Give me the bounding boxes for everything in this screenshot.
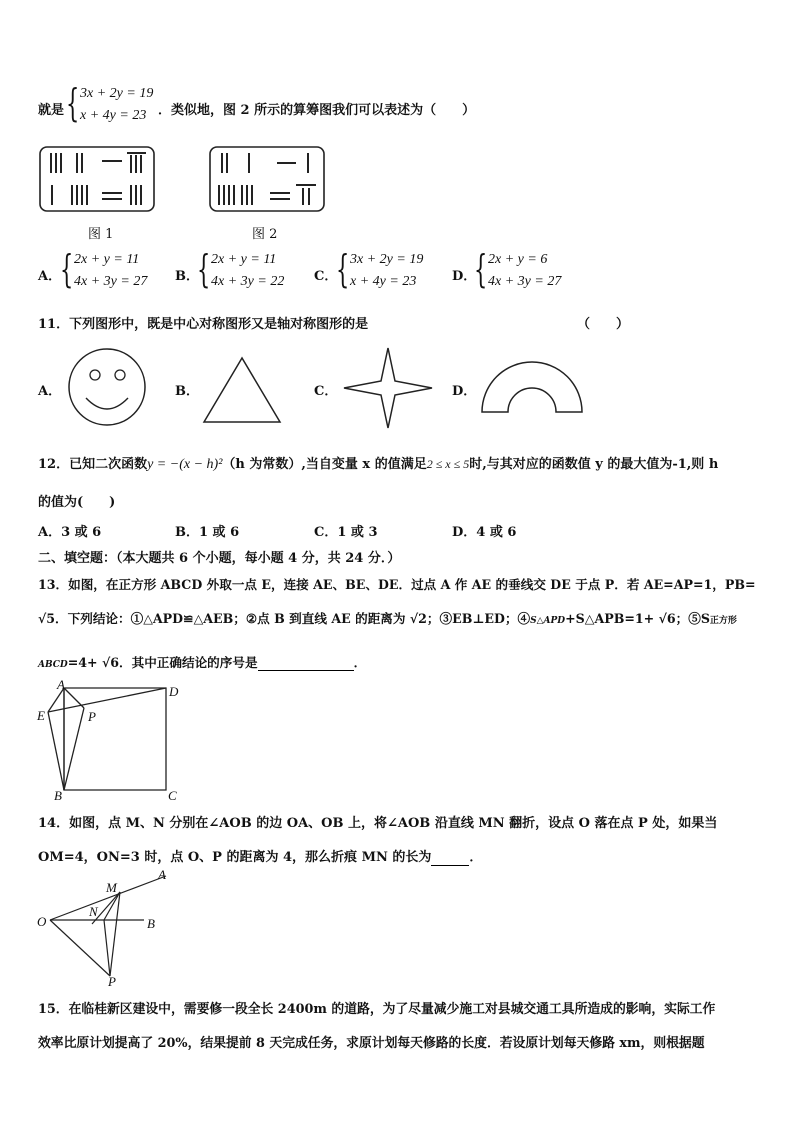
figure-2 xyxy=(204,143,330,241)
q12-option-c: C．1 或 3 xyxy=(314,525,378,540)
q11-text: 11．下列图形中，既是中心对称图形又是轴对称图形的是 xyxy=(38,317,369,332)
q13-abcd-sub: ABCD xyxy=(38,660,68,670)
label-e: E xyxy=(37,708,45,723)
q13-line2 xyxy=(38,608,737,627)
triangle-icon xyxy=(200,354,284,426)
q10-option-c-label: C． xyxy=(314,269,338,284)
q13-square-figure xyxy=(34,678,184,804)
q10-c-eq2: x + 4y = 23 xyxy=(350,274,417,289)
q12-line2: 的值为( ) xyxy=(38,495,116,510)
label-n: N xyxy=(89,904,98,919)
q13-s-apd: S△APD xyxy=(530,616,566,626)
label-b14: B xyxy=(147,916,155,931)
q13-line3-text: =4+ √6．其中正确结论的序号是 xyxy=(67,655,258,670)
q13-line1: 13．如图，在正方形 ABCD 外取一点 E，连接 AE、BE、DE．过点 A 作 AE 的垂线交 DE 于点 P．若 AE=AP=1，PB= xyxy=(38,577,756,592)
q11-option-d-label: D． xyxy=(452,384,477,399)
q12-function: y = −(x − h)² xyxy=(147,457,223,472)
q13-s-apb: +S△APB=1+ √6；⑤S xyxy=(565,611,710,626)
q10-option-b-label: B． xyxy=(175,269,199,284)
figure-2-caption: 图 2 xyxy=(252,227,278,242)
q14-answer-blank[interactable] xyxy=(431,850,469,866)
q12-line1 xyxy=(38,453,718,473)
q10-eq1: 3x + 2y = 19 xyxy=(80,86,154,101)
q13-line3-end: ． xyxy=(353,655,367,670)
label-a14: A xyxy=(158,867,166,882)
q14-line2 xyxy=(38,846,482,866)
q10-b-eq2: 4x + 3y = 22 xyxy=(211,274,285,289)
q10-d-eq2: 4x + 3y = 27 xyxy=(488,274,562,289)
label-p14: P xyxy=(108,974,116,988)
q10-option-d-label: D． xyxy=(452,269,477,284)
q12-option-d: D．4 或 6 xyxy=(452,525,517,540)
q10-a-eq1: 2x + y = 11 xyxy=(74,252,140,267)
q12-text-b: （h 为常数）,当自变量 x 的值满足 xyxy=(222,457,427,472)
label-c: C xyxy=(168,788,177,803)
q14-angle-figure xyxy=(34,866,174,988)
q10-b-eq1: 2x + y = 11 xyxy=(211,252,277,267)
q12-text-a: 12．已知二次函数 xyxy=(38,457,148,472)
figure-1 xyxy=(34,143,160,241)
q13-answer-blank[interactable] xyxy=(258,655,354,671)
q14-line1: 14．如图，点 M、N 分别在∠AOB 的边 OA、OB 上，将∠AOB 沿直线 MN 翻折，设点 O 落在点 P 处，如果当 xyxy=(38,816,718,831)
q12-option-b: B．1 或 6 xyxy=(175,525,240,540)
q14-line2-end: ． xyxy=(469,850,483,865)
q10-eq2: x + 4y = 23 xyxy=(80,108,147,123)
q11-paren: （ ） xyxy=(577,317,630,332)
q14-line2-text: OM=4，ON=3 时，点 O、P 的距离为 4，那么折痕 MN 的长为 xyxy=(38,850,432,865)
q12-option-a: A．3 或 6 xyxy=(38,525,102,540)
q10-c-eq1: 3x + 2y = 19 xyxy=(350,252,424,267)
label-m: M xyxy=(106,880,117,895)
q13-line3 xyxy=(38,652,366,671)
q12-text-c: 时,与其对应的函数值 y 的最大值为-1,则 h xyxy=(469,457,719,472)
q10-a-eq2: 4x + 3y = 27 xyxy=(74,274,148,289)
q13-square-sub: 正方形 xyxy=(709,616,737,626)
four-point-star-icon xyxy=(340,346,436,430)
q15-line1: 15．在临桂新区建设中，需要修一段全长 2400m 的道路，为了尽量减少施工对县城交通工具所造成的影响，实际工作 xyxy=(38,1002,716,1017)
q10-text: ．类似地，图 2 所示的算筹图我们可以表述为（ ） xyxy=(158,103,476,118)
q11-option-a-label: A． xyxy=(38,384,62,399)
label-a: A xyxy=(57,678,65,692)
figure-1-caption: 图 1 xyxy=(88,227,114,242)
label-o: O xyxy=(37,914,47,929)
q15-line2: 效率比原计划提高了 20%，结果提前 8 天完成任务，求原计划每天修路的长度．若设原计划每天修路 xm，则根据题 xyxy=(38,1036,705,1051)
q13-line2-text: √5．下列结论：①△APD≌△AEB；②点 B 到直线 AE 的距离为 √2；③EB⊥ED；④ xyxy=(38,611,531,626)
smiley-face-icon xyxy=(64,346,154,428)
q10-option-a-label: A． xyxy=(38,269,62,284)
q10-lead: 就是 xyxy=(38,103,65,118)
q11-option-b-label: B． xyxy=(175,384,199,399)
q12-range: 2 ≤ x ≤ 5 xyxy=(426,457,470,471)
q10-d-eq1: 2x + y = 6 xyxy=(488,252,548,267)
label-p: P xyxy=(88,709,96,724)
label-b: B xyxy=(54,788,62,803)
section-heading: 二、填空题：（本大题共 6 个小题，每小题 4 分，共 24 分．） xyxy=(38,551,401,566)
semicircular-arch-icon xyxy=(476,356,588,416)
q11-option-c-label: C． xyxy=(314,384,338,399)
label-d: D xyxy=(169,684,179,699)
